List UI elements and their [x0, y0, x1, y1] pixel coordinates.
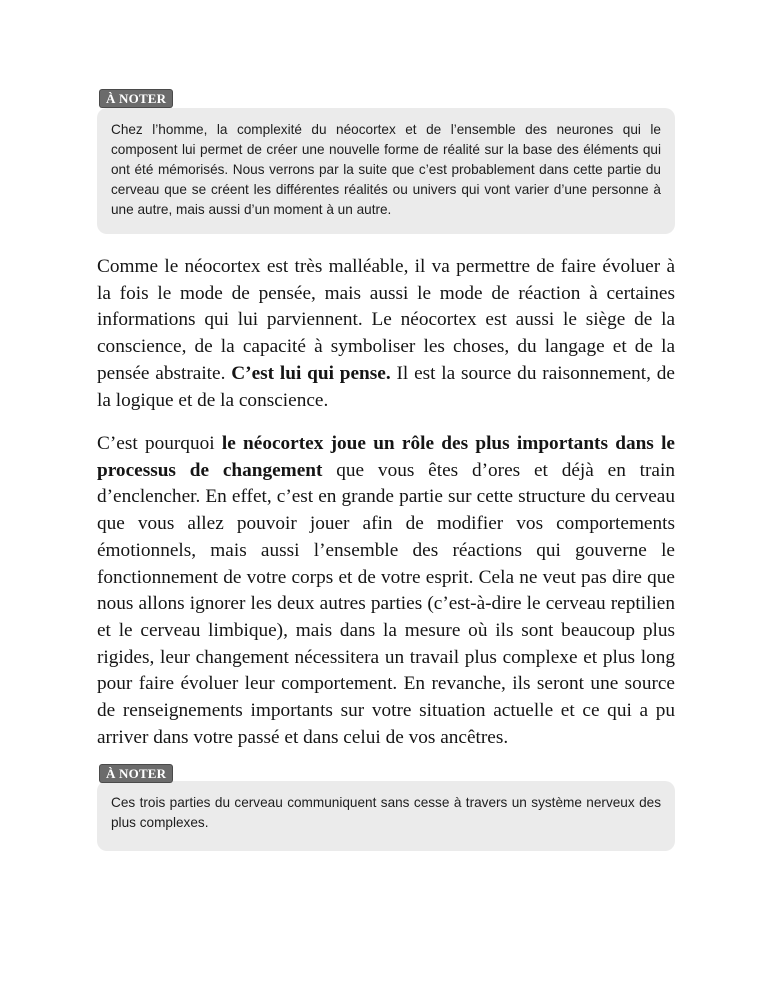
- paragraph-text: que vous êtes d’ores et déjà en train d’enclencher. En effet, c’est en grande partie sur cette structure du cerveau que vous allez pouvoir jouer afin de modifier vos comportements émotionnels, mais aussi l’ensemble des réactions qui gouverne le fonctionnement de votre corps et de votre esprit. Cela ne veut pas dire que nous allons ignorer les deux autres parties (c’est-à-dire le cerveau reptilien et le cerveau limbique), mais dans la mesure où ils sont beaucoup plus rigides, leur changement nécessitera un travail plus complexe et plus long pour faire évoluer leur comportement. En revanche, ils seront une source de renseignements importants sur votre situation actuelle et ce qui a pu arriver dans votre passé et dans celui de vos ancêtres.: [97, 459, 675, 748]
- note-box: Chez l’homme, la complexité du néocortex et de l’ensemble des neurones qui le composent lui permet de créer une nouvelle forme de réalité sur la base des éléments qui ont été mémorisés. Nous verrons par la suite que c’est probablement dans cette partie du cerveau que se créent les différentes réalités ou univers qui vont varier d’une personne à une autre, mais aussi d’un moment à un autre.: [97, 108, 675, 234]
- note-tag: À NOTER: [100, 90, 172, 107]
- paragraph-2: [97, 431, 675, 751]
- paragraph-bold-text: C’est lui qui pense.: [231, 362, 391, 384]
- paragraph-text: Comme le néocortex est très malléable, il va permettre de faire évoluer à la fois le mode de pensée, mais aussi le mode de réaction à certaines informations qui lui parviennent. Le néocortex est aussi le siège de la conscience, de la capacité à symboliser les choses, du langage et de la pensée abstraite.: [97, 256, 675, 384]
- note-box: Ces trois parties du cerveau communiquent sans cesse à travers un système nerveux des plus complexes.: [97, 781, 675, 851]
- paragraph-text: Il est la source du raisonnement, de la logique et de la conscience.: [97, 362, 675, 411]
- paragraph-text: C’est pourquoi: [97, 433, 222, 454]
- paragraph-bold-text: le néocortex joue un rôle des plus importants dans le processus de changement: [97, 433, 675, 481]
- note-tag: À NOTER: [100, 765, 172, 782]
- paragraph-1: [97, 254, 675, 414]
